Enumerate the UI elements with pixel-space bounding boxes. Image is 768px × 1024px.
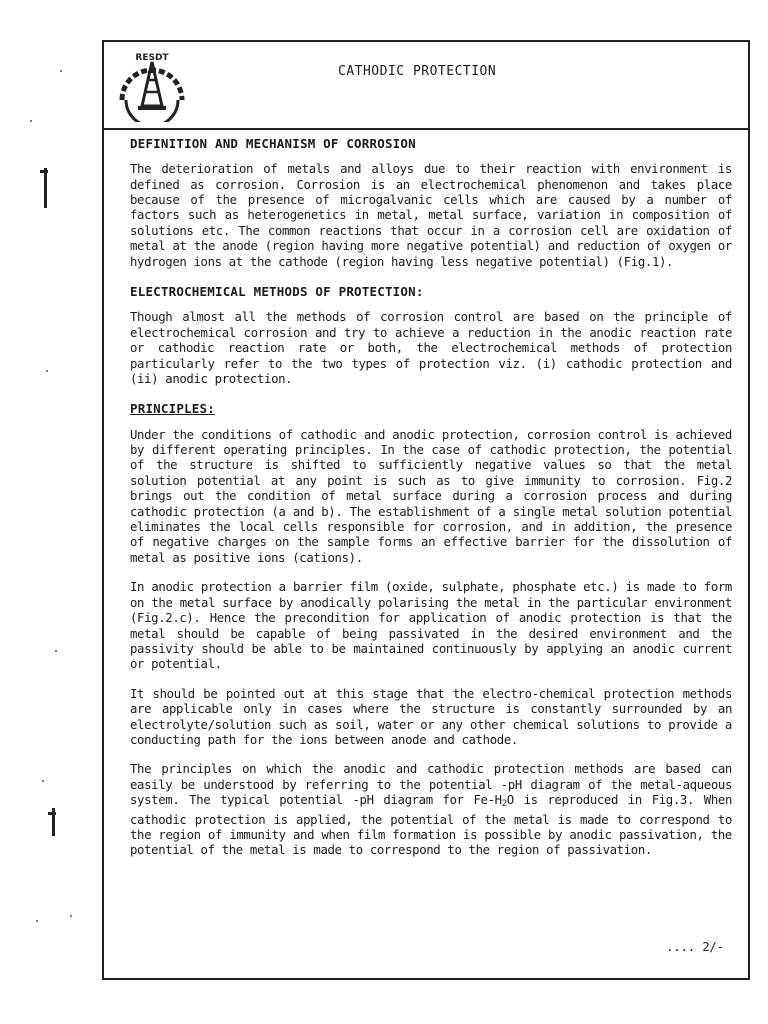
page-continuation: .... 2/- [666, 940, 724, 954]
section-heading: ELECTROCHEMICAL METHODS OF PROTECTION: [130, 284, 424, 300]
paragraph: Though almost all the methods of corrosion control are based on the principle of electrochemical corrosion and try to achieve a reduction in the anodic reaction rate or cathodic reaction rate or both, the electrochemical methods of protection particularly refer to the two types of protection viz. (i) cathodic protection and (ii) anodic protection. [130, 310, 732, 386]
scan-speck [70, 915, 72, 917]
scan-speck [46, 370, 48, 372]
section-heading: PRINCIPLES: [130, 401, 215, 417]
paragraph [130, 762, 732, 858]
paragraph: It should be pointed out at this stage that the electro-chemical protection methods are applicable only in cases where the structure is constantly surrounded by an electrolyte/solution such as soil, water or any other chemical solutions to provide a conducting path for the ions between anode and cathode. [130, 686, 732, 747]
scan-mark [40, 170, 48, 173]
paragraph: The deterioration of metals and alloys due to their reaction with environment is defined as corrosion. Corrosion is an electrochemical phenomenon and takes place because of the presence of microgalvanic cells which are caused by a number of factors such as heterogenetics in metal, metal surface, variation in composition of solutions etc. The common reactions that occur in a corrosion cell are oxidation of metal at the anode (region having more negative potential) and reduction of oxygen or hydrogen ions at the cathode (region having less negative potential) (Fig.1). [130, 162, 732, 269]
scan-speck [42, 780, 44, 782]
svg-text:RESDT: RESDT [135, 53, 169, 63]
section-electrochemical-methods [130, 284, 732, 387]
paragraph-text: O is reproduced in Fig.3. When cathodic protection is applied, the potential of the metal is made to correspond to the region of immunity and when film formation is possible by anodic passivation, the potential of the metal is made to correspond to the region of passivation. [130, 793, 732, 858]
section-definition [130, 136, 732, 270]
scan-mark [44, 168, 47, 208]
scan-speck [30, 120, 32, 122]
scan-mark [48, 812, 56, 815]
subscript: 2 [501, 799, 507, 810]
document-body [130, 136, 732, 873]
paragraph: Under the conditions of cathodic and anodic protection, corrosion control is achieved by different operating principles. In the case of cathodic protection, the potential of the structure is shifted to sufficiently negative values so that the metal solution potential at any point is such as to give immunity to corrosion. Fig.2 brings out the condition of metal surface during a corrosion process and during cathodic protection (a and b). The establishment of a single metal solution potential eliminates the local cells responsible for corrosion, and in addition, the presence of negative charges on the sample forms an effective barrier for the dissolution of metal as positive ions (cations). [130, 427, 732, 565]
paragraph-text: The principles on which the anodic and cathodic protection methods are based can easily be understood by referring to the potential -pH diagram of the metal-aqueous system. The typical potential -pH diagram for Fe-H [130, 762, 732, 808]
document-header [104, 42, 748, 130]
paragraph: In anodic protection a barrier film (oxide, sulphate, phosphate etc.) is made to form on the metal surface by anodically polarising the metal in the particular environment (Fig.2.c). Hence the precondition for application of anodic protection is that the metal should be capable of being passivated in the desired environment and the passivity should be able to be maintained continuously by applying an anodic current or potential. [130, 580, 732, 672]
document-page [102, 40, 750, 980]
scan-speck [36, 920, 38, 922]
page-title: CATHODIC PROTECTION [338, 64, 497, 79]
gear-derrick-logo [112, 48, 192, 122]
scan-speck [60, 70, 62, 72]
section-principles [130, 401, 732, 858]
scan-speck [55, 650, 57, 652]
section-heading: DEFINITION AND MECHANISM OF CORROSION [130, 136, 416, 151]
